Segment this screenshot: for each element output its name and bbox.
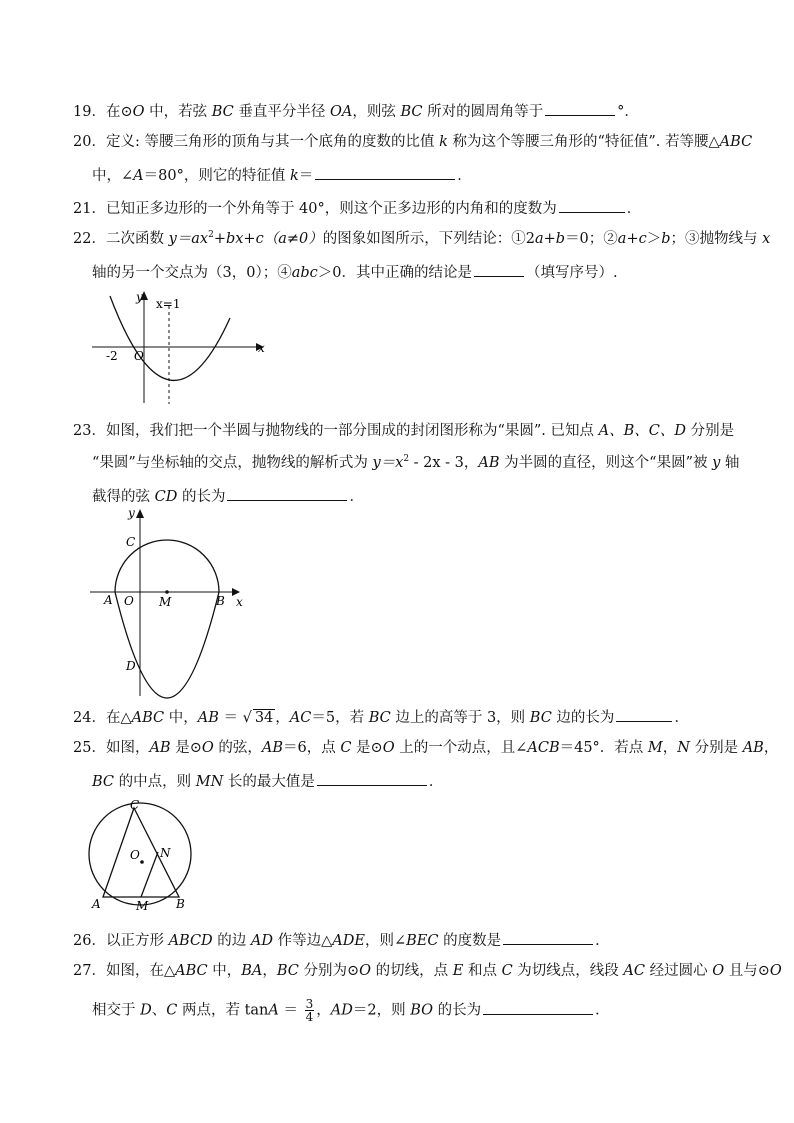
q25-point-b-label: B [176,897,185,911]
q27-var: A [268,1002,279,1019]
q27-text: 的长为 [433,1002,482,1019]
question-27-cont [92,998,610,1023]
q25-point-a-label: A [92,897,101,911]
q22-parabola-figure [88,288,278,406]
q19-text: °． [617,104,639,120]
q25-var: C [340,740,352,756]
q23-var: y [712,455,721,471]
q23-text: 分别是 [685,423,735,439]
q27-text: ． [595,1002,610,1019]
q27-text: 分别为⊙ [298,963,360,979]
q23-point-c-label: C [126,535,136,549]
q24-answer-blank[interactable] [616,706,672,722]
q19-text: ，则弦 [352,104,401,120]
q22-var: x [762,231,771,247]
q24-text: 在△ [105,710,132,726]
q25-text: ＝6，点 [283,740,341,756]
q25-point-n-label: N [160,846,171,860]
q23-text: 截得的弦 [92,489,155,505]
q22-y-label: y [136,290,143,304]
q22-expr: y＝ax [168,231,209,247]
q22-origin-label: O [134,349,144,363]
q22-text: ；③抛物线与 [670,231,763,247]
q24-var: BC [529,710,552,726]
q25-center-point [140,860,144,864]
q25-var: M [647,740,663,756]
q22-var: b [661,231,671,247]
q23-text: ． [349,489,364,505]
question-22 [73,229,770,249]
q20-text: 称为这个等腰三角形的“特征值”. 若等腰△ [447,134,720,150]
q27-var: C [501,963,513,979]
q22-var: a [534,231,544,247]
q23-text: 轴 [720,455,740,471]
q22-root-label: -2 [106,349,118,363]
q25-var: AB [742,740,764,756]
q22-text: 二次函数 [105,231,169,247]
q23-var: CD [154,489,178,505]
q21-number: 21． [73,201,106,217]
q23-answer-blank[interactable] [227,485,347,501]
question-23-cont [92,453,739,473]
q20-text: ＝ [298,168,314,184]
q27-answer-blank[interactable] [483,999,593,1015]
q27-var: O [359,963,372,979]
q22-text: ＝0；② [565,231,618,247]
q24-var: BC [368,710,391,726]
q25-text: 分别是 [689,740,743,756]
q24-var: ABC [131,710,165,726]
q27-var: O [769,963,782,979]
q26-text: 的度数是 [438,933,502,949]
q27-var: BO [410,1002,433,1019]
q20-number: 20． [73,134,106,150]
question-25-cont [92,770,443,792]
q21-answer-blank[interactable] [559,197,625,213]
question-23 [73,421,734,441]
q20-var: k [439,134,448,150]
question-25 [73,738,778,758]
q26-var: BEC [406,933,439,949]
q27-fraction-denominator: 4 [305,1010,314,1024]
q27-var: ABC [175,963,208,979]
q23-point-a-label: A [104,593,113,607]
q19-var: OA [329,104,353,120]
q24-text: ＝5，若 [311,710,369,726]
q27-text: 和点 [463,963,502,979]
q25-answer-blank[interactable] [317,770,427,786]
q27-text: ， [316,1002,331,1019]
q25-point-c-label: C [130,798,140,812]
q23-text: 如图，我们把一个半圆与抛物线的一部分围成的封闭图形称为“果圆”. 已知点 [105,423,599,439]
q22-answer-blank[interactable] [474,261,524,277]
question-27 [73,961,782,981]
q23-point-b-label: B [216,594,225,608]
q24-text: 边上的高等于 3，则 [390,710,530,726]
q22-axis-of-symmetry-label: x=1 [156,297,181,311]
q22-text: + [543,231,556,247]
q25-text: 上的一个动点，且∠ [394,740,528,756]
q27-var: BC [276,963,299,979]
q22-exponent: 2 [208,230,214,241]
q25-text: 如图， [105,740,150,756]
q25-var: AB [261,740,283,756]
q25-var: O [201,740,214,756]
q19-text: 垂直平分半径 [233,104,330,120]
q25-var: BC [92,774,115,790]
q25-var: O [382,740,395,756]
q25-point-m-label: M [136,899,149,913]
q23-center-point [165,590,169,594]
q23-expr: - 2x - 3， [409,455,479,471]
q19-text: 所对的圆周角等于 [422,104,544,120]
q25-text: ＝45°．若点 [559,740,648,756]
q25-text: ， [662,740,678,756]
q22-x-label: x [258,341,265,355]
q26-text: ，则∠ [364,933,407,949]
q25-segment-mn [141,852,158,897]
q20-text: 中，∠ [92,168,134,184]
q22-expr: +bx+c（a≠0） [213,231,323,247]
q24-text: ＝ [218,710,243,726]
q27-text: 中， [207,963,242,979]
q25-point-o-label: O [130,848,140,862]
q24-number: 24． [73,710,106,726]
q22-text: 的图象如图所示，下列结论：①2 [322,231,535,247]
q23-var: AB [478,455,500,471]
q25-circle-figure [86,796,206,914]
q24-text: 中， [164,710,198,726]
q23-text: 为半圆的直径，则这个“果圆”被 [499,455,713,471]
q27-var: AC [623,963,645,979]
q22-var: b [555,231,566,247]
q26-text: 以正方形 [105,933,169,949]
q19-text: 在⊙ [105,104,133,120]
q20-var: A [133,168,144,184]
q26-var: ABCD [168,933,213,949]
q24-var: AC [289,710,312,726]
q22-text: ＞ [646,231,662,247]
q23-exponent: 2 [403,454,410,465]
q24-text: ． [674,710,689,726]
q27-var: C [166,1002,178,1019]
q27-text: ＝ [278,1002,303,1019]
q20-var: ABC [719,134,753,150]
q23-x-label: x [236,595,243,609]
question-20-cont [92,164,472,186]
q27-text: 为切线点，线段 [512,963,624,979]
q26-var: AD [250,933,274,949]
q23-origin-label: O [124,594,134,608]
q27-text: 相交于 [92,1002,141,1019]
q25-text: 长的最大值是 [223,774,315,790]
q19-var: BC [400,104,423,120]
q22-text: + [626,231,639,247]
q21-text: 已知正多边形的一个外角等于 40°，则这个正多边形的内角和的度数为 [105,201,557,217]
q25-text: 是⊙ [170,740,202,756]
q25-var: AB [149,740,171,756]
q27-fraction [305,998,315,1023]
q24-text: ， [275,710,290,726]
q27-fraction-numerator: 3 [305,997,314,1011]
q23-point-d-label: D [126,659,136,673]
q26-number: 26． [73,933,106,949]
q22-text: （填写序号）. [526,265,618,281]
q20-text: ． [457,168,472,184]
q26-text: ． [595,933,610,949]
q25-var: MN [195,774,224,790]
q24-text: 边的长为 [551,710,615,726]
q19-var: O [132,104,145,120]
q19-var: BC [211,104,234,120]
q23-point-m-label: M [159,595,172,609]
q27-text: 的切线，点 [371,963,453,979]
q24-radical: 34 [254,710,274,726]
q27-number: 27． [73,963,106,979]
q25-text: ， [763,740,779,756]
q27-text: 、 [151,1002,167,1019]
q25-number: 25． [73,740,106,756]
q22-number: 22． [73,231,106,247]
q27-var: D [140,1002,152,1019]
question-20 [73,132,752,152]
q23-y-arrow [136,509,144,518]
q27-var: O [712,963,725,979]
q25-text: 是⊙ [351,740,383,756]
q20-text: ＝80°，则它的特征值 [143,168,290,184]
q20-var: k [289,168,299,184]
q22-var: abc [291,265,318,281]
q19-answer-blank[interactable] [545,100,615,116]
q23-y-label: y [128,506,135,520]
q26-answer-blank[interactable] [503,929,593,945]
q25-text: 的弦， [213,740,262,756]
question-22-cont [92,261,618,283]
q25-var: ACB [527,740,560,756]
q22-text: 轴的另一个交点为（3，0）；④ [92,265,292,281]
q23-fruit-circle-figure [86,504,256,700]
q23-text: 的长为 [177,489,226,505]
question-26 [73,929,610,951]
q27-text: 如图，在△ [105,963,176,979]
q23-number: 23． [73,423,106,439]
question-21 [73,197,641,219]
question-19 [73,100,639,122]
q26-var: ADE [332,933,365,949]
q27-var: E [452,963,464,979]
q19-number: 19． [73,104,106,120]
q20-answer-blank[interactable] [315,164,455,180]
q26-text: 的边 [212,933,251,949]
q23-var: A、B、C、D [598,423,686,439]
q26-text: 作等边△ [273,933,333,949]
q24-var: AB [197,710,219,726]
q22-text: ＞0．其中正确的结论是 [317,265,472,281]
q22-var: a [617,231,627,247]
q21-text: ． [626,201,642,217]
q23-expr: y＝x [372,455,404,471]
q19-text: 中，若弦 [144,104,212,120]
q27-text: 经过圆心 [644,963,713,979]
q27-text: ， [262,963,277,979]
q27-var: AD [330,1002,353,1019]
q25-text: ． [428,774,444,790]
q27-text: 两点，若 tan [177,1002,269,1019]
q27-var: BA [241,963,263,979]
q27-text: ＝2，则 [352,1002,411,1019]
q23-text: “果圆”与坐标轴的交点，抛物线的解析式为 [92,455,373,471]
question-24: 24．在△ABC 中，AB ＝ √ 34 ，AC＝5，若 BC 边上的高等于 3，则 BC 边的长为 ． [73,706,689,728]
q25-text: 的中点，则 [114,774,196,790]
q22-var: c [638,231,647,247]
q27-text: 且与⊙ [724,963,770,979]
q20-text: 定义: 等腰三角形的顶角与其一个底角的度数的比值 [105,134,440,150]
q25-var: N [677,740,690,756]
